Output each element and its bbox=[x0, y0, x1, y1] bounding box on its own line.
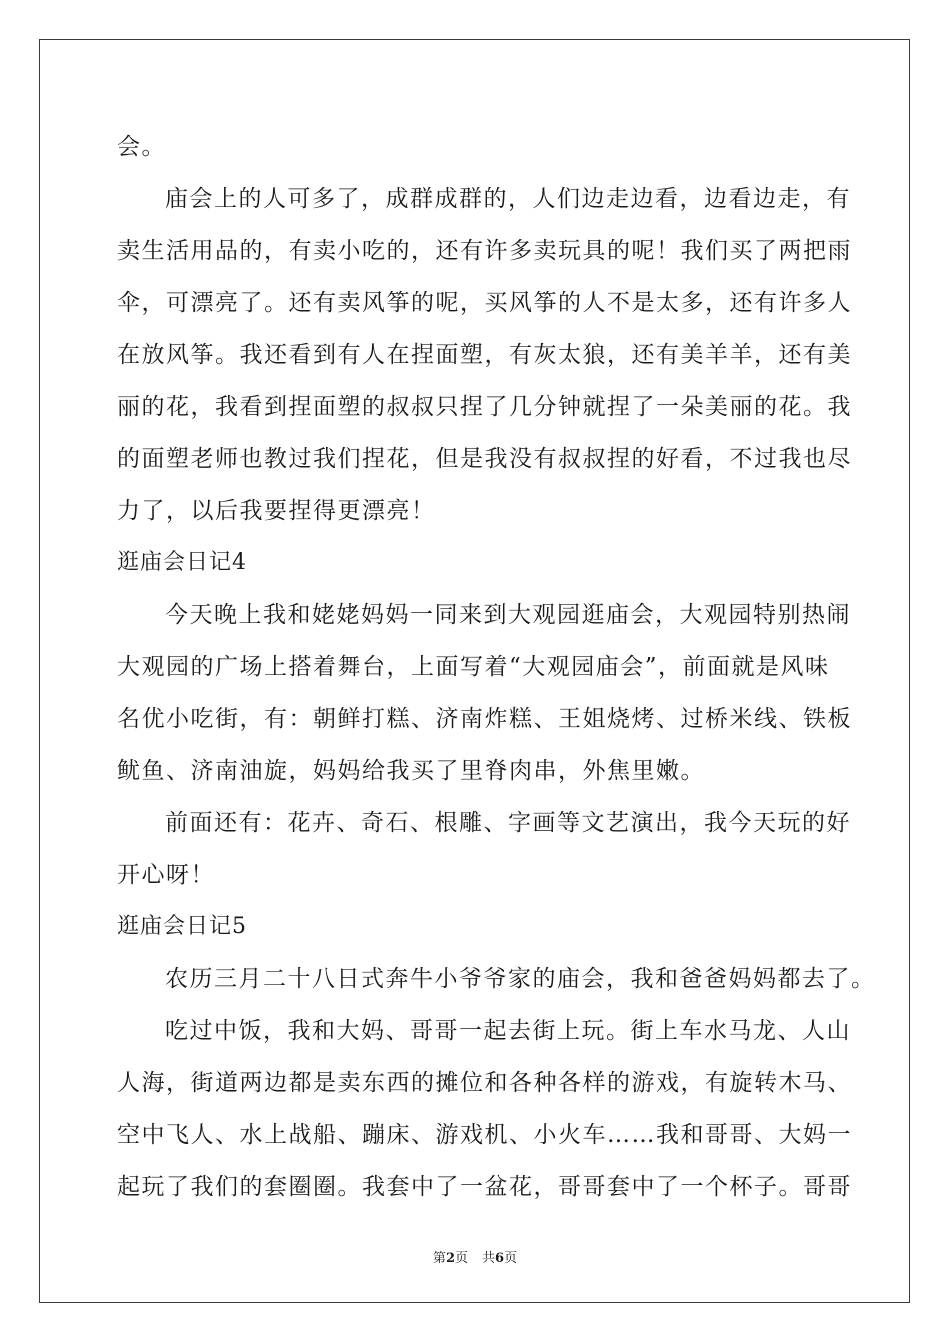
text-line: 卖生活用品的，有卖小吃的，还有许多卖玩具的呢！我们买了两把雨 bbox=[117, 238, 852, 264]
text-line: 起玩了我们的套圈圈。我套中了一盆花，哥哥套中了一个杯子。哥哥 bbox=[117, 1174, 852, 1200]
text-line: 庙会上的人可多了，成群成群的，人们边走边看，边看边走，有 bbox=[165, 186, 851, 212]
text-line: 伞，可漂亮了。还有卖风筝的呢，买风筝的人不是太多，还有许多人 bbox=[117, 290, 852, 316]
text-line: 农历三月二十八日式奔牛小爷爷家的庙会，我和爸爸妈妈都去了。 bbox=[165, 966, 876, 992]
section-heading: 逛庙会日记5 bbox=[117, 914, 247, 939]
page-footer bbox=[0, 1247, 950, 1266]
section-heading: 逛庙会日记4 bbox=[117, 550, 247, 575]
text-line: 吃过中饭，我和大妈、哥哥一起去街上玩。街上车水马龙、人山 bbox=[165, 1018, 851, 1044]
text-line: 人海，街道两边都是卖东西的摊位和各种各样的游戏，有旋转木马、 bbox=[117, 1070, 852, 1096]
page-prefix: 第 bbox=[432, 1251, 446, 1266]
text-line: 今天晚上我和姥姥妈妈一同来到大观园逛庙会，大观园特别热闹 bbox=[165, 602, 851, 628]
text-line: 前面还有：花卉、奇石、根雕、字画等文艺演出，我今天玩的好 bbox=[165, 810, 851, 836]
page-number: 2 bbox=[445, 1251, 455, 1266]
total-prefix: 共 bbox=[482, 1251, 496, 1266]
text-line: 开心呀！ bbox=[117, 862, 215, 888]
total-pages: 6 bbox=[495, 1251, 505, 1266]
total-suffix: 页 bbox=[504, 1251, 518, 1266]
text-line: 丽的花，我看到捏面塑的叔叔只捏了几分钟就捏了一朵美丽的花。我 bbox=[117, 394, 852, 420]
text-line: 力了，以后我要捏得更漂亮！ bbox=[117, 498, 436, 524]
text-line: 大观园的广场上搭着舞台，上面写着“大观园庙会”，前面就是风味 bbox=[117, 654, 830, 680]
document-body bbox=[117, 121, 876, 1213]
page-suffix: 页 bbox=[454, 1251, 468, 1266]
text-line: 的面塑老师也教过我们捏花，但是我没有叔叔捏的好看，不过我也尽 bbox=[117, 446, 852, 472]
text-line: 会。 bbox=[117, 134, 166, 160]
text-line: 名优小吃街，有：朝鲜打糕、济南炸糕、王姐烧烤、过桥米线、铁板 bbox=[117, 706, 852, 732]
text-line: 空中飞人、水上战船、蹦床、游戏机、小火车……我和哥哥、大妈一 bbox=[117, 1122, 852, 1148]
text-line: 在放风筝。我还看到有人在捏面塑，有灰太狼，还有美羊羊，还有美 bbox=[117, 342, 852, 368]
text-line: 鱿鱼、济南油旋，妈妈给我买了里脊肉串，外焦里嫩。 bbox=[117, 758, 705, 784]
